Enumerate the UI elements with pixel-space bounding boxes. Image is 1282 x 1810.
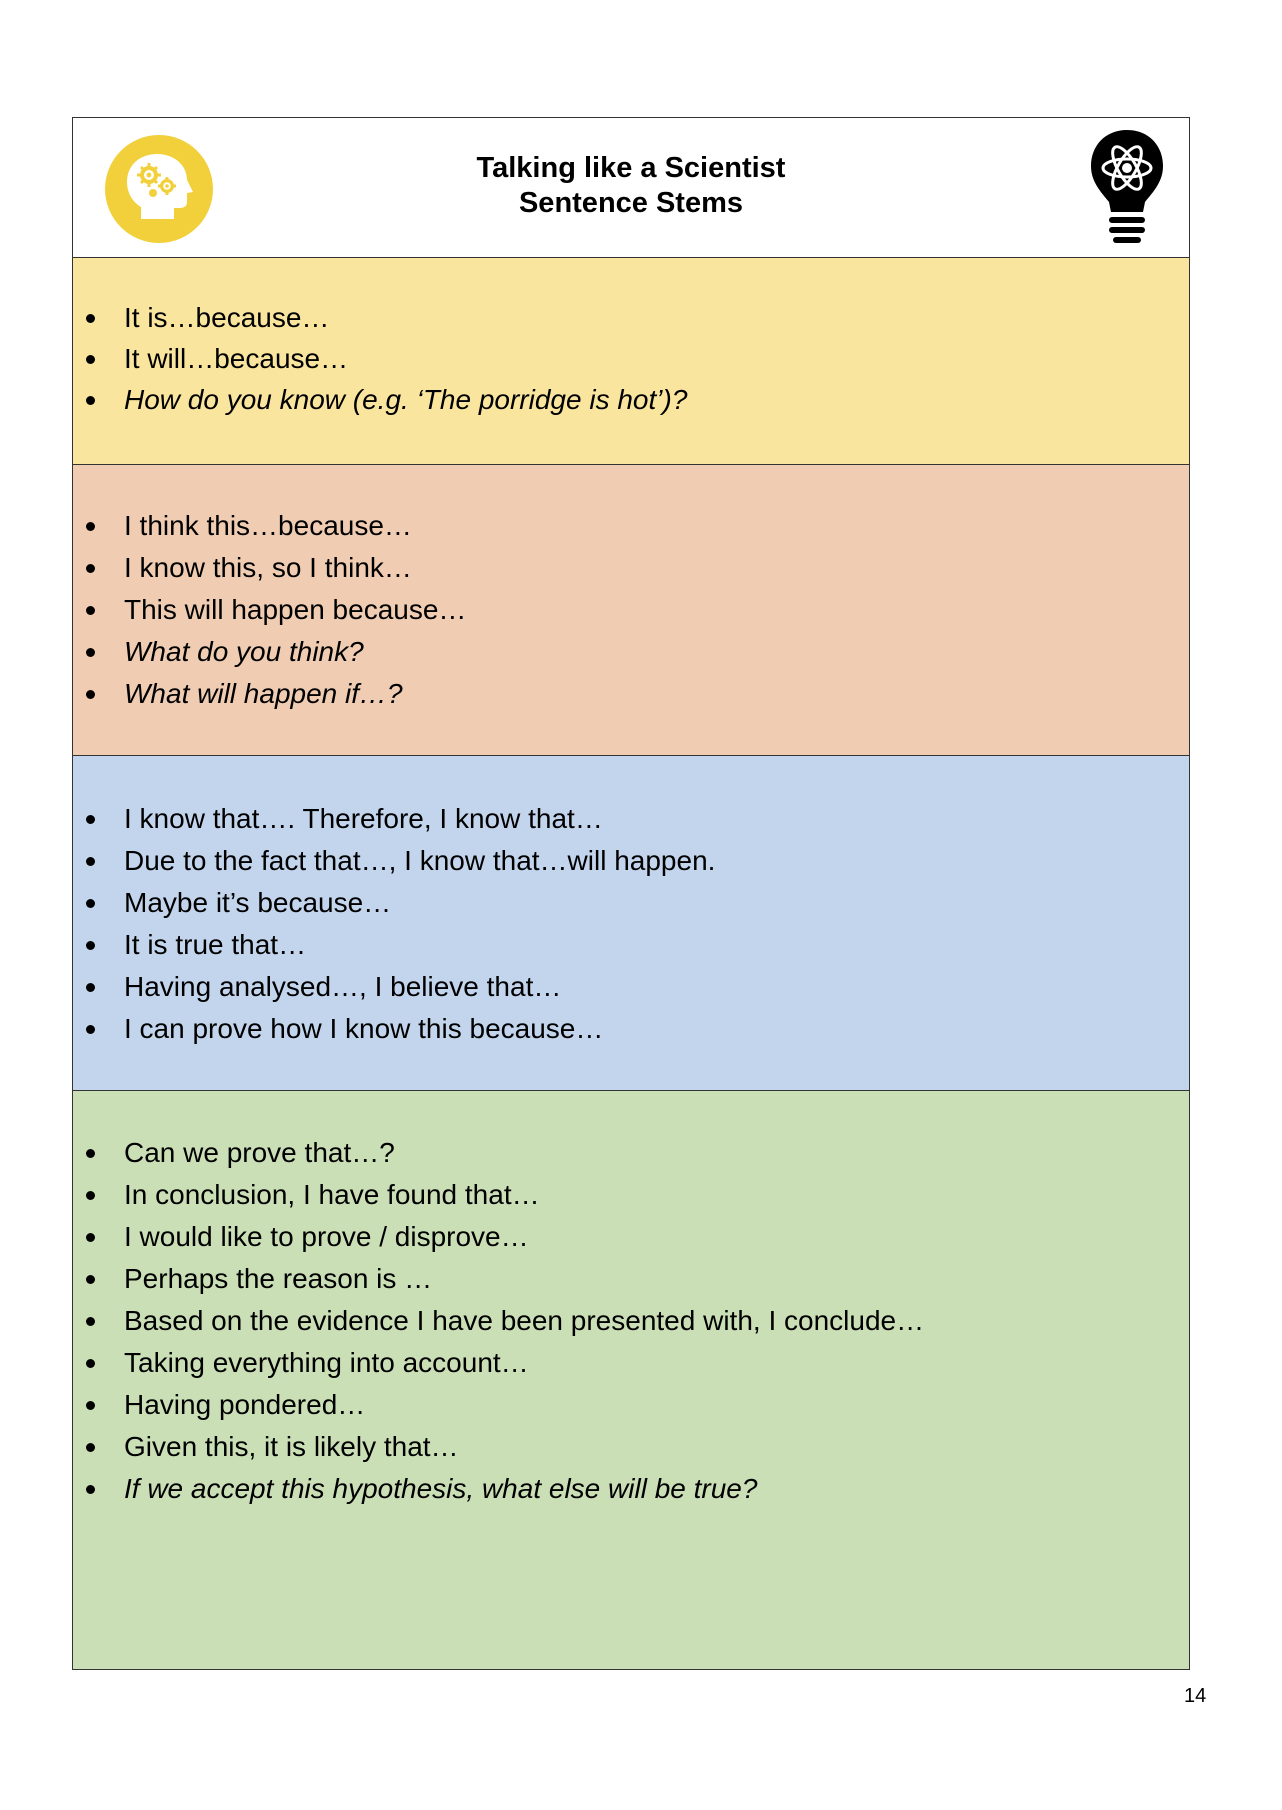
list-item: It will…because… <box>73 338 1189 379</box>
sheet-header <box>73 118 1189 258</box>
list-item: Having pondered… <box>73 1384 1189 1426</box>
list-item: It is true that… <box>73 924 1189 966</box>
list-item: I would like to prove / disprove… <box>73 1216 1189 1258</box>
list-item: If we accept this hypothesis, what else will be true? <box>73 1468 1189 1510</box>
list-item: Based on the evidence I have been presented with, I conclude… <box>73 1300 1189 1342</box>
list-item: What do you think? <box>73 631 1189 673</box>
list-item: Perhaps the reason is … <box>73 1258 1189 1300</box>
list-item: In conclusion, I have found that… <box>73 1174 1189 1216</box>
title-line-1: Talking like a Scientist <box>476 152 786 184</box>
page-title <box>73 151 1189 221</box>
section-predict <box>73 465 1189 756</box>
list-item: This will happen because… <box>73 589 1189 631</box>
list-item: It is…because… <box>73 297 1189 338</box>
sentence-stems-sheet <box>72 117 1190 1670</box>
section-reason <box>73 756 1189 1091</box>
list-item: What will happen if…? <box>73 673 1189 715</box>
list-item: Maybe it’s because… <box>73 882 1189 924</box>
section-describe <box>73 258 1189 465</box>
list-item: Given this, it is likely that… <box>73 1426 1189 1468</box>
section-conclude <box>73 1091 1189 1669</box>
stems-list-1 <box>73 297 1189 420</box>
atom-lightbulb-icon <box>1087 126 1167 251</box>
list-item: I know that…. Therefore, I know that… <box>73 798 1189 840</box>
list-item: Taking everything into account… <box>73 1342 1189 1384</box>
title-line-2: Sentence Stems <box>518 187 744 219</box>
list-item: Having analysed…, I believe that… <box>73 966 1189 1008</box>
list-item: I know this, so I think… <box>73 547 1189 589</box>
stems-list-4 <box>73 1132 1189 1510</box>
list-item: Can we prove that…? <box>73 1132 1189 1174</box>
list-item: I can prove how I know this because… <box>73 1008 1189 1050</box>
list-item: Due to the fact that…, I know that…will happen. <box>73 840 1189 882</box>
stems-list-3 <box>73 798 1189 1050</box>
list-item: I think this…because… <box>73 505 1189 547</box>
page-number: 14 <box>1184 1685 1207 1707</box>
list-item: How do you know (e.g. ‘The porridge is hot’)? <box>73 379 1189 420</box>
stems-list-2 <box>73 505 1189 715</box>
